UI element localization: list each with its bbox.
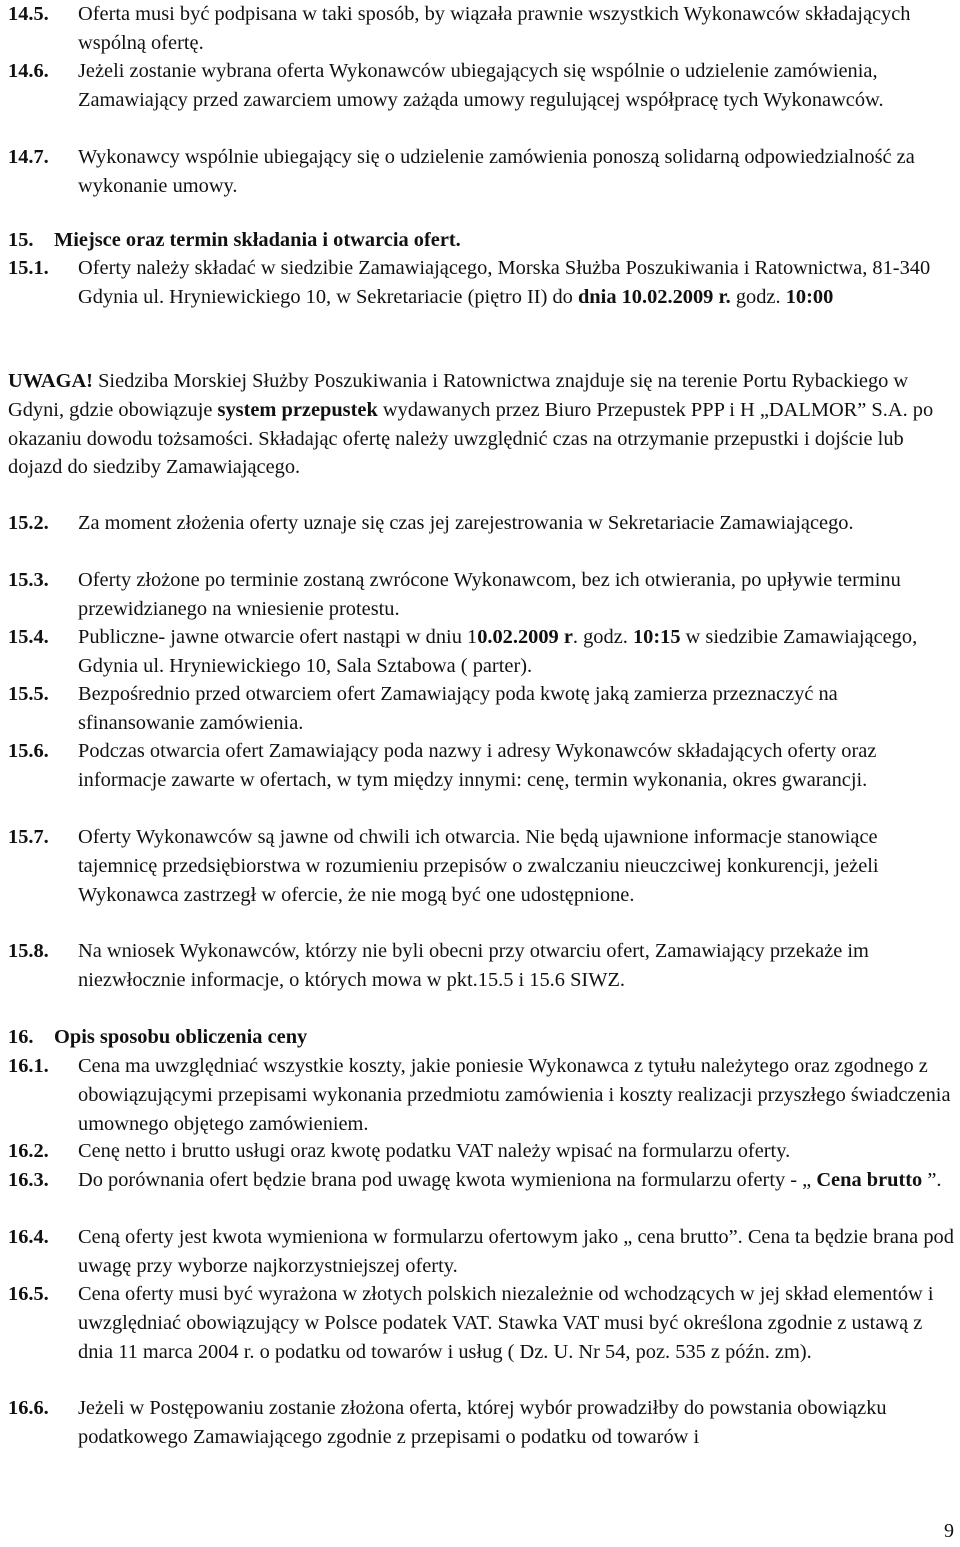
clause-15-5 <box>8 680 954 738</box>
clause-text: Do porównania ofert będzie brana pod uwagę kwota wymieniona na formularzu oferty - „ Cena brutto ”. <box>78 1169 942 1191</box>
clause-16-1 <box>8 1052 954 1138</box>
clause-text: Cena ma uwzględniać wszystkie koszty, jakie poniesie Wykonawca z tytułu należytego oraz zgodnego z obowiązującymi przepisami wykonania przedmiotu zamówienia i koszty realizacji przyszłego świadczenia umownego objętego zamówieniem. <box>78 1055 951 1135</box>
clause-14-5 <box>8 0 954 58</box>
clause-15-1 <box>8 254 954 312</box>
section-heading-15 <box>8 226 461 255</box>
clause-number: 15.2. <box>8 512 49 534</box>
section-number: 16. <box>8 1026 34 1048</box>
clause-15-6 <box>8 737 954 795</box>
clause-text: Jeżeli w Postępowaniu zostanie złożona oferta, której wybór prowadziłby do powstania obowiązku podatkowego Zamawiającego zgodnie z przepisami o podatku od towarów i <box>78 1397 887 1448</box>
clause-text: Cenę netto i brutto usługi oraz kwotę podatku VAT należy wpisać na formularzu oferty. <box>78 1140 791 1162</box>
clause-text: Wykonawcy wspólnie ubiegający się o udzielenie zamówienia ponoszą solidarną odpowiedzialność za wykonanie umowy. <box>78 146 915 197</box>
clause-number: 15.6. <box>8 740 49 762</box>
section-number: 15. <box>8 229 34 251</box>
clause-text: Oferty złożone po terminie zostaną zwrócone Wykonawcom, bez ich otwierania, po upływie terminu przewidzianego na wniesienie protestu. <box>78 569 901 620</box>
clause-14-6 <box>8 57 954 115</box>
clause-number: 15.4. <box>8 626 49 648</box>
clause-15-2 <box>8 509 954 538</box>
clause-text: Bezpośrednio przed otwarciem ofert Zamawiający poda kwotę jaką zamierza przeznaczyć na sfinansowanie zamówienia. <box>78 683 838 734</box>
clause-number: 14.7. <box>8 146 49 168</box>
clause-15-8 <box>8 937 954 995</box>
clause-15-3 <box>8 566 954 624</box>
clause-number: 15.7. <box>8 826 49 848</box>
notice-block: UWAGA! Siedziba Morskiej Służby Poszukiwania i Ratownictwa znajduje się na terenie Portu Rybackiego w Gdyni, gdzie obowiązuje system przepustek wydawanych przez Biuro Przepustek PPP i H „DALMOR” S.A. po okazaniu dowodu tożsamości. Składając ofertę należy uwzględnić czas na otrzymanie przepustki i dojście lub dojazd do siedziby Zamawiającego. <box>8 370 934 479</box>
clause-text: Za moment złożenia oferty uznaje się czas jej zarejestrowania w Sekretariacie Zamawiającego. <box>78 512 854 534</box>
clause-text: Jeżeli zostanie wybrana oferta Wykonawców ubiegających się wspólnie o udzielenie zamówienia, Zamawiający przed zawarciem umowy zażąda umowy regulującej współpracę tych Wykonawców. <box>78 60 884 111</box>
clause-16-4 <box>8 1223 954 1281</box>
clause-15-4 <box>8 623 954 681</box>
clause-text: Cena oferty musi być wyrażona w złotych polskich niezależnie od wchodzących w jej skład elementów i uwzględniać obowiązujący w Polsce podatek VAT. Stawka VAT musi być określona zgodnie z ustawą z dnia 11 marca 2004 r. o podatku od towarów i usług ( Dz. U. Nr 54, poz. 535 z późn. zm). <box>78 1283 934 1363</box>
clause-text: Publiczne- jawne otwarcie ofert nastąpi w dniu 10.02.2009 r. godz. 10:15 w siedzibie Zamawiającego, Gdynia ul. Hryniewickiego 10, Sala Sztabowa ( parter). <box>78 626 918 677</box>
clause-number: 14.5. <box>8 3 49 25</box>
page-number: 9 <box>944 1520 954 1542</box>
section-title: Miejsce oraz termin składania i otwarcia ofert. <box>54 229 461 251</box>
clause-14-7 <box>8 143 954 201</box>
clause-number: 15.1. <box>8 257 49 279</box>
clause-text: Oferty należy składać w siedzibie Zamawiającego, Morska Służba Poszukiwania i Ratownictwa, 81-340 Gdynia ul. Hryniewickiego 10, w Sekretariacie (piętro II) do dnia 10.02.2009 r. godz. 10:00 <box>78 257 931 308</box>
clause-number: 16.3. <box>8 1169 49 1191</box>
clause-text: Ceną oferty jest kwota wymieniona w formularzu ofertowym jako „ cena brutto”. Cena ta będzie brana pod uwagę przy wyborze najkorzystniejszej oferty. <box>78 1226 954 1277</box>
clause-text: Podczas otwarcia ofert Zamawiający poda nazwy i adresy Wykonawców składających oferty oraz informacje zawarte w ofertach, w tym między innymi: cenę, termin wykonania, okres gwarancji. <box>78 740 877 791</box>
clause-text: Oferty Wykonawców są jawne od chwili ich otwarcia. Nie będą ujawnione informacje stanowiące tajemnicę przedsiębiorstwa w rozumieniu przepisów o zwalczaniu nieuczciwej konkurencji, jeżeli Wykonawca zastrzegł w ofercie, że nie mogą być one udostępnione. <box>78 826 879 906</box>
clause-number: 16.6. <box>8 1397 49 1419</box>
clause-15-7 <box>8 823 954 909</box>
clause-number: 16.1. <box>8 1055 49 1077</box>
section-heading-16 <box>8 1023 307 1052</box>
clause-number: 14.6. <box>8 60 49 82</box>
section-title: Opis sposobu obliczenia ceny <box>54 1026 308 1048</box>
clause-text: Oferta musi być podpisana w taki sposób, by wiązała prawnie wszystkich Wykonawców składających wspólną ofertę. <box>78 3 911 54</box>
clause-number: 16.4. <box>8 1226 49 1248</box>
clause-16-2 <box>8 1137 954 1166</box>
clause-16-3 <box>8 1166 954 1195</box>
clause-number: 16.2. <box>8 1140 49 1162</box>
clause-text: Na wniosek Wykonawców, którzy nie byli obecni przy otwarciu ofert, Zamawiający przekaże im niezwłocznie informacje, o których mowa w pkt.15.5 i 15.6 SIWZ. <box>78 940 869 991</box>
clause-number: 15.8. <box>8 940 49 962</box>
clause-number: 15.3. <box>8 569 49 591</box>
clause-16-6 <box>8 1394 954 1452</box>
notice-label: UWAGA! <box>8 370 93 392</box>
clause-number: 16.5. <box>8 1283 49 1305</box>
clause-16-5 <box>8 1280 954 1366</box>
clause-number: 15.5. <box>8 683 49 705</box>
